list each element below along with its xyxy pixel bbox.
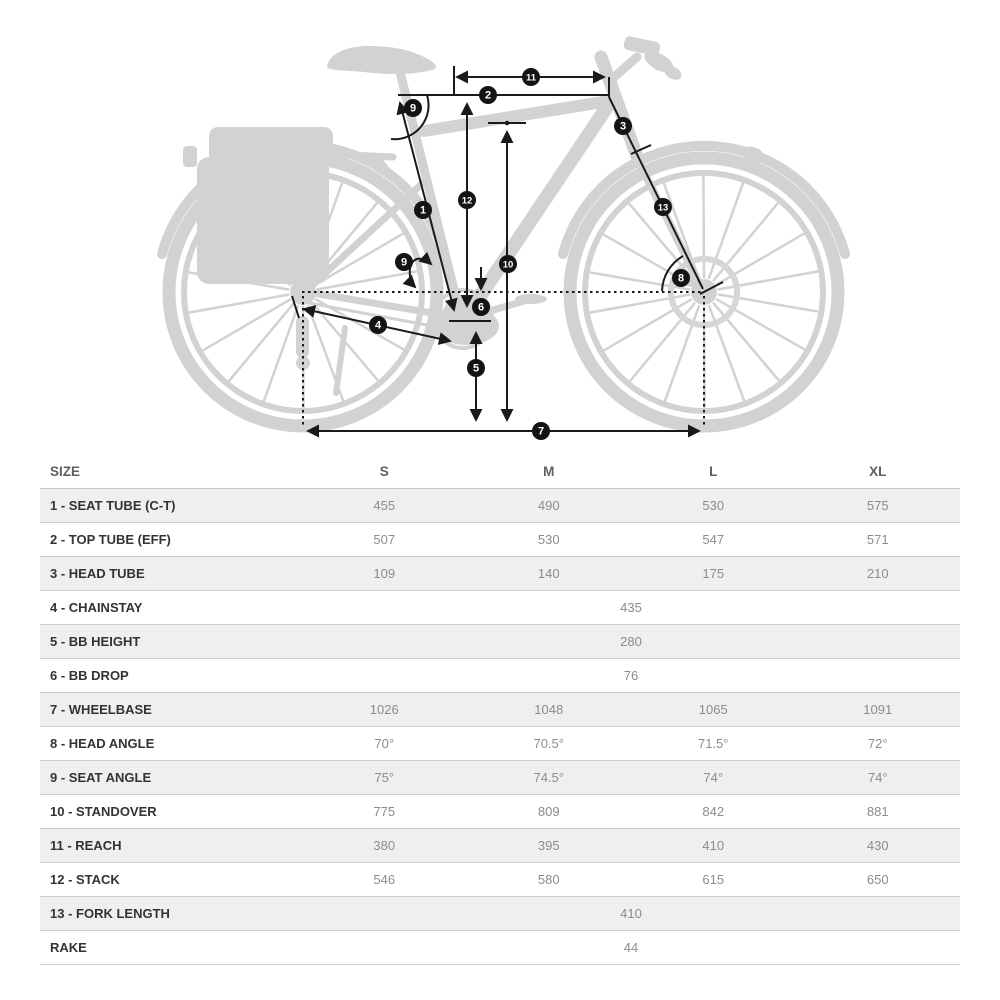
cell-s: 546	[373, 872, 396, 887]
row-label: 3 - HEAD TUBE	[50, 566, 145, 581]
callout-badge-bb-drop	[472, 298, 490, 316]
cell-l: 410	[702, 838, 725, 853]
cell-xl: 430	[866, 838, 889, 853]
callout-badge-chainstay	[369, 316, 387, 334]
svg-text:2: 2	[484, 89, 492, 102]
cell-xl: 210	[866, 566, 889, 581]
bike-geometry-diagram	[0, 0, 1000, 450]
table-row	[40, 795, 960, 829]
saddle-icon	[327, 46, 436, 74]
callout-badge-seat-tube	[414, 201, 432, 219]
cell-all-sizes: 410	[620, 906, 642, 921]
header-size-label: SIZE	[50, 464, 81, 479]
cell-m: 530	[537, 532, 560, 547]
cell-l: 74°	[703, 770, 724, 785]
row-label: 10 - STANDOVER	[50, 804, 157, 819]
table-row	[40, 591, 960, 625]
cell-xl: 881	[866, 804, 889, 819]
table-row	[40, 659, 960, 693]
cell-m: 395	[537, 838, 560, 853]
cell-l: 530	[702, 498, 725, 513]
table-header	[40, 455, 960, 489]
table-row	[40, 931, 960, 965]
cell-all-sizes: 435	[620, 600, 642, 615]
header-col-m: M	[543, 464, 555, 479]
table-row	[40, 523, 960, 557]
cell-xl: 74°	[867, 770, 888, 785]
callout-badge-stack	[458, 191, 476, 209]
cell-m: 490	[537, 498, 560, 513]
cell-xl: 1091	[863, 702, 893, 717]
cell-xl: 575	[866, 498, 889, 513]
row-label: RAKE	[50, 940, 87, 955]
callout-badge-seat-angle-bottom	[395, 253, 413, 271]
cell-all-sizes: 76	[623, 668, 639, 683]
svg-text:10: 10	[502, 259, 514, 271]
row-label: 4 - CHAINSTAY	[50, 600, 143, 615]
svg-text:13: 13	[657, 202, 669, 214]
cell-l: 842	[702, 804, 725, 819]
header-col-l: L	[709, 464, 718, 479]
cell-l: 1065	[698, 702, 728, 717]
cell-m: 70.5°	[533, 736, 564, 751]
rear-rack-pannier-icon	[183, 127, 399, 284]
cell-xl: 650	[866, 872, 889, 887]
cell-s: 380	[373, 838, 396, 853]
row-label: 1 - SEAT TUBE (C-T)	[50, 498, 176, 513]
table-row	[40, 897, 960, 931]
callout-badge-standover	[499, 255, 517, 273]
table-row	[40, 761, 960, 795]
row-label: 2 - TOP TUBE (EFF)	[50, 532, 171, 547]
cell-s: 775	[373, 804, 396, 819]
row-label: 7 - WHEELBASE	[50, 702, 152, 717]
cell-s: 455	[373, 498, 396, 513]
table-row	[40, 863, 960, 897]
table-row	[40, 625, 960, 659]
svg-text:3: 3	[619, 120, 627, 133]
svg-text:9: 9	[409, 102, 417, 115]
table-row	[40, 557, 960, 591]
header-col-xl: XL	[869, 464, 887, 479]
cell-all-sizes: 280	[620, 634, 642, 649]
callout-badge-head-tube	[614, 117, 632, 135]
cell-m: 809	[537, 804, 560, 819]
cell-l: 175	[702, 566, 725, 581]
svg-text:1: 1	[419, 204, 427, 217]
cell-l: 71.5°	[697, 736, 729, 751]
cell-xl: 571	[866, 532, 889, 547]
table-row	[40, 727, 960, 761]
svg-text:8: 8	[677, 272, 685, 285]
cell-xl: 72°	[867, 736, 888, 751]
row-label: 12 - STACK	[50, 872, 120, 887]
svg-text:9: 9	[400, 256, 408, 269]
cell-m: 580	[537, 872, 560, 887]
row-label: 8 - HEAD ANGLE	[50, 736, 155, 751]
cell-s: 70°	[374, 736, 395, 751]
cell-s: 109	[373, 566, 396, 581]
cell-s: 75°	[374, 770, 395, 785]
svg-text:7: 7	[537, 425, 545, 438]
cell-m: 1048	[534, 702, 564, 717]
derailleur-icon	[296, 316, 310, 370]
callout-badge-fork-length	[654, 198, 672, 216]
callout-badge-top-tube	[479, 86, 497, 104]
header-col-s: S	[379, 464, 389, 479]
row-label: 9 - SEAT ANGLE	[50, 770, 152, 785]
cell-m: 140	[537, 566, 560, 581]
svg-text:5: 5	[472, 362, 480, 375]
row-label: 11 - REACH	[50, 838, 122, 853]
cell-m: 74.5°	[533, 770, 564, 785]
callout-badge-reach	[522, 68, 540, 86]
cell-l: 547	[702, 532, 725, 547]
callout-badge-seat-angle-top	[404, 99, 422, 117]
cell-s: 507	[373, 532, 396, 547]
table-body	[40, 489, 960, 965]
table-row	[40, 489, 960, 523]
svg-text:6: 6	[477, 301, 485, 314]
callout-badge-bb-height	[467, 359, 485, 377]
callout-badge-head-angle	[672, 269, 690, 287]
table-row	[40, 829, 960, 863]
table-row	[40, 693, 960, 727]
svg-text:11: 11	[525, 72, 537, 84]
row-label: 6 - BB DROP	[50, 668, 129, 683]
handlebar-icon	[612, 35, 684, 82]
bike-silhouette	[162, 35, 845, 426]
row-label: 5 - BB HEIGHT	[50, 634, 141, 649]
svg-text:12: 12	[461, 195, 473, 207]
cell-s: 1026	[369, 702, 399, 717]
frame-icon	[307, 57, 702, 393]
svg-text:4: 4	[374, 319, 382, 332]
callout-badge-wheelbase	[532, 422, 550, 440]
cell-l: 615	[702, 872, 725, 887]
geometry-table	[40, 455, 960, 965]
row-label: 13 - FORK LENGTH	[50, 906, 170, 921]
cell-all-sizes: 44	[623, 940, 639, 955]
